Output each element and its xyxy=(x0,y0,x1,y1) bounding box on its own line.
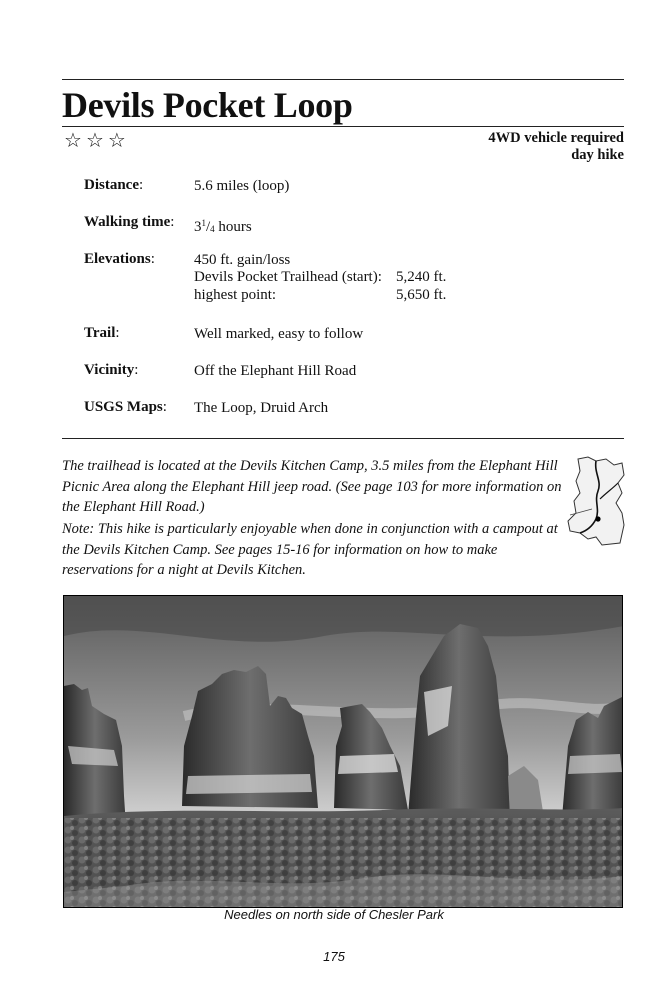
trail-label: Trail: xyxy=(84,325,120,341)
trail-value: Well marked, easy to follow xyxy=(194,326,364,342)
page-title: Devils Pocket Loop xyxy=(62,85,353,125)
hike-type: day hike xyxy=(571,147,624,163)
stats-rule xyxy=(62,438,624,439)
title-rule xyxy=(62,126,624,127)
star-icon: ☆ xyxy=(85,128,105,152)
elevations-label: Elevations: xyxy=(84,251,155,267)
needles-photo xyxy=(63,595,623,908)
vicinity-label: Vicinity: xyxy=(84,362,139,378)
elevation-row-name: highest point: xyxy=(194,287,277,303)
difficulty-rating xyxy=(64,128,130,152)
vehicle-line: 4WD vehicle required xyxy=(488,130,624,146)
walking-time-label: Walking time: xyxy=(84,214,175,230)
locator-map-icon xyxy=(566,453,626,547)
trailhead-paragraph: The trailhead is located at the Devils Kitchen Camp, 3.5 miles from the Elephant Hill Picnic Area along the Elephant Hill jeep road. (See page 103 for more information on the Elephant Hill Road.) xyxy=(62,458,562,515)
walking-time-value: $3^1/_4$ hours xyxy=(194,218,252,235)
distance-value: 5.6 miles (loop) xyxy=(194,178,290,194)
distance-label: Distance: xyxy=(84,177,144,193)
top-rule xyxy=(62,79,624,80)
elevation-row-value: 5,650 ft. xyxy=(396,287,447,303)
star-icon: ☆ xyxy=(107,128,127,152)
elevation-gain: 450 ft. gain/loss xyxy=(194,252,291,268)
usgs-maps-value: The Loop, Druid Arch xyxy=(194,400,329,416)
page-number: 175 xyxy=(323,949,345,964)
elevation-row-value: 5,240 ft. xyxy=(396,269,447,285)
usgs-maps-label: USGS Maps: xyxy=(84,399,167,415)
elevation-row-name: Devils Pocket Trailhead (start): xyxy=(194,269,382,285)
photo-caption: Needles on north side of Chesler Park xyxy=(224,907,444,922)
star-icon: ☆ xyxy=(64,128,83,152)
vehicle-requirement xyxy=(488,130,624,164)
note-paragraph: Note: This hike is particularly enjoyable when done in conjunction with a campout at the Devils Kitchen Camp. See pages 15-16 for information on how to make reservations for a night at Devils Kitchen. xyxy=(62,521,558,578)
vicinity-value: Off the Elephant Hill Road xyxy=(194,363,357,379)
photo-illustration xyxy=(64,596,623,908)
